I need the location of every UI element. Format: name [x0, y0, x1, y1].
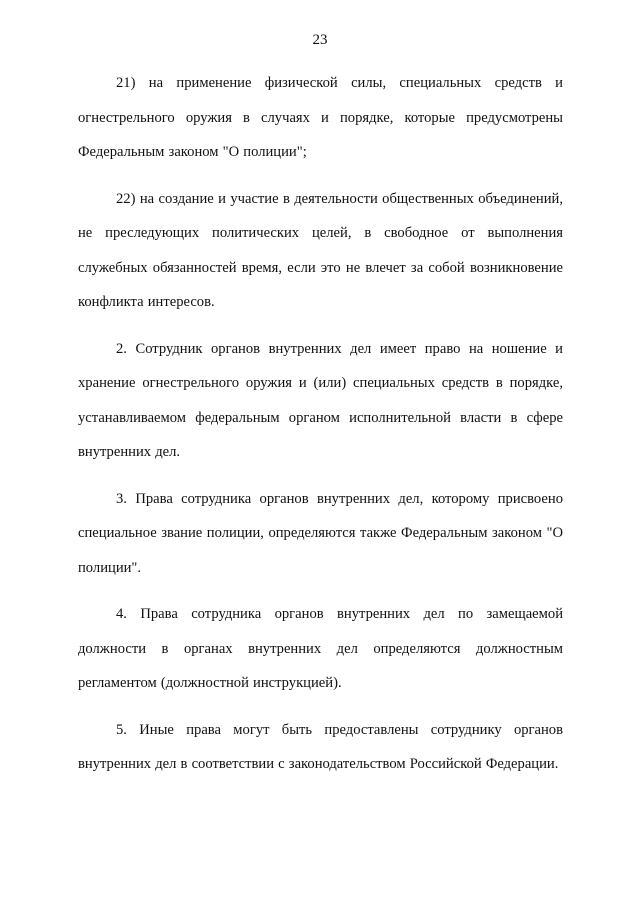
paragraph-part-2: 2. Сотрудник органов внутренних дел имеет право на ношение и хранение огнестрельного оружия и (или) специальных средств в порядке, устанавливаемом федеральным органом исполнительной власти в сфере внутренних дел. [78, 340, 563, 460]
page-number: 23 [312, 32, 328, 48]
paragraph-item-21: 21) на применение физической силы, специальных средств и огнестрельного оружия в случаях и порядке, которые предусмотрены Федеральным законом "О полиции"; [78, 75, 563, 160]
document-body [78, 66, 563, 794]
paragraph-part-5: 5. Иные права могут быть предоставлены сотруднику органов внутренних дел в соответствии с законодательством Российской Федерации. [78, 721, 563, 772]
paragraph-part-4: 4. Права сотрудника органов внутренних дел по замещаемой должности в органах внутренних дел определяются должностным регламентом (должностной инструкцией). [78, 606, 563, 691]
paragraph-part-3: 3. Права сотрудника органов внутренних дел, которому присвоено специальное звание полиции, определяются также Федеральным законом "О полиции". [78, 490, 563, 576]
paragraph-item-22: 22) на создание и участие в деятельности общественных объединений, не преследующих политических целей, в свободное от выполнения служебных обязанностей время, если это не влечет за собой возникновение конфликта интересов. [78, 190, 563, 310]
